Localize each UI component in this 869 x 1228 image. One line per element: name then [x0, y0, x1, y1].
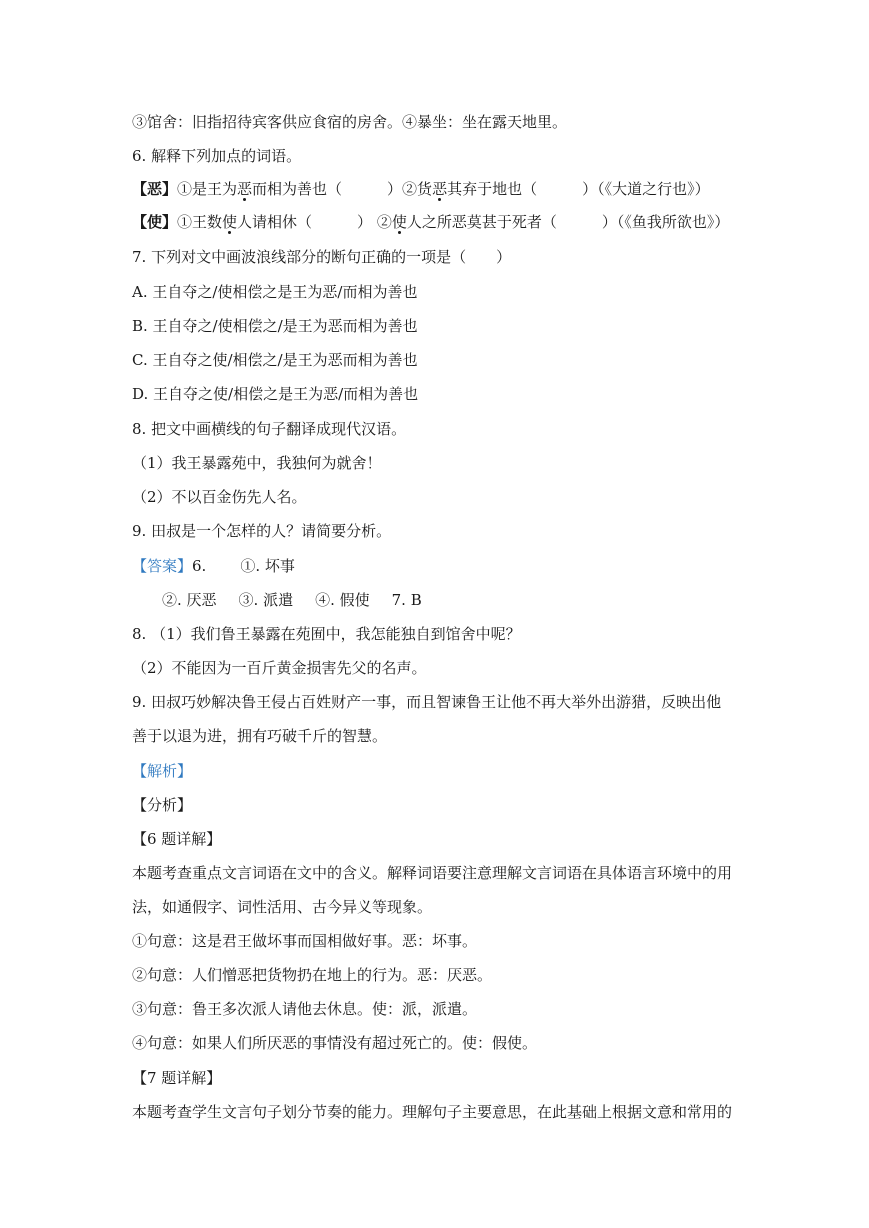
- text-segment: ①王数: [177, 213, 223, 231]
- bracket-label: 【恶】: [132, 180, 178, 198]
- answer-8-item-2: （2）不能因为一百斤黄金损害先父的名声。: [132, 659, 427, 677]
- answer-line-1: [132, 555, 295, 577]
- q7-detail-heading: 【7 题详解】: [132, 1069, 222, 1087]
- option-d: D. 王自夺之使/相偿之是王为恶/而相为善也: [132, 385, 419, 403]
- question-8-item-2: （2）不以百金伤先人名。: [132, 488, 307, 506]
- answer-8-item-1: 8. （1）我们鲁王暴露在苑囿中，我怎能独自到馆舍中呢？: [132, 625, 521, 643]
- option-c: C. 王自夺之使/相偿之/是王为恶而相为善也: [132, 351, 418, 369]
- answer-item: ①. 坏事: [240, 557, 295, 575]
- answer-9-line-1: 9. 田叔巧妙解决鲁王侵占百姓财产一事，而且智谏鲁王让他不再大举外出游猎，反映出他: [132, 693, 722, 711]
- question-6: 6. 解释下列加点的词语。: [132, 147, 302, 165]
- answer-tag: 【答案】: [132, 557, 193, 575]
- question-6-shi-line: [132, 211, 729, 233]
- answer-item: ④. 假使: [315, 591, 370, 609]
- dotted-word: 恶: [432, 180, 448, 198]
- dotted-word: 恶: [237, 180, 253, 198]
- option-a: A. 王自夺之/使相偿之是王为恶/而相为善也: [132, 283, 418, 301]
- footnote-line: ③馆舍：旧指招待宾客供应食宿的房舍。④暴坐：坐在露天地里。: [132, 113, 568, 131]
- dotted-word: 使: [222, 213, 238, 231]
- answer-number: 6.: [192, 557, 207, 575]
- question-8: 8. 把文中画横线的句子翻译成现代汉语。: [132, 420, 407, 438]
- explanation-1: ①句意：这是君王做坏事而国相做好事。恶：坏事。: [132, 932, 478, 950]
- text-segment: 人请相休（ ） ②: [237, 213, 392, 231]
- analysis-tag: 【解析】: [132, 762, 193, 780]
- text-segment: 而相为善也（ ）②货: [252, 180, 433, 198]
- q6-detail-heading: 【6 题详解】: [132, 830, 222, 848]
- explanation-2: ②句意：人们憎恶把货物扔在地上的行为。恶：厌恶。: [132, 966, 493, 984]
- explanation-3: ③句意：鲁王多次派人请他去休息。使：派，派遣。: [132, 1000, 478, 1018]
- answer-item: ③. 派遣: [238, 591, 294, 609]
- text-segment: ①是王为: [177, 180, 238, 198]
- answer-item: ②. 厌恶: [162, 591, 217, 609]
- question-7: 7. 下列对文中画波浪线部分的断句正确的一项是（ ）: [132, 248, 512, 266]
- text-segment: 人之所恶莫甚于死者（ ）（《鱼我所欲也》）: [406, 213, 730, 231]
- answer-line-2: [162, 589, 422, 611]
- answer-item: 7. B: [391, 591, 422, 609]
- question-9: 9. 田叔是一个怎样的人？请简要分析。: [132, 522, 392, 540]
- paragraph-line: 法，如通假字、词性活用、古今异义等现象。: [132, 898, 433, 916]
- question-8-item-1: （1）我王暴露苑中，我独何为就舍！: [132, 454, 382, 472]
- text-segment: 其弃于地也（ ）（《大道之行也》）: [447, 180, 710, 198]
- answer-9-line-2: 善于以退为进，拥有巧破千斤的智慧。: [132, 727, 388, 745]
- option-b: B. 王自夺之/使相偿之/是王为恶而相为善也: [132, 317, 418, 335]
- paragraph-line: 本题考查重点文言词语在文中的含义。解释词语要注意理解文言词语在具体语言环境中的用: [132, 864, 733, 882]
- paragraph-line: 本题考查学生文言句子划分节奏的能力。理解句子主要意思，在此基础上根据文意和常用的: [132, 1103, 733, 1121]
- bracket-label: 【使】: [132, 213, 178, 231]
- explanation-4: ④句意：如果人们所厌恶的事情没有超过死亡的。使：假使。: [132, 1034, 538, 1052]
- fenxi-heading: 【分析】: [132, 796, 193, 814]
- dotted-word: 使: [391, 213, 407, 231]
- question-6-e-line: [132, 178, 710, 200]
